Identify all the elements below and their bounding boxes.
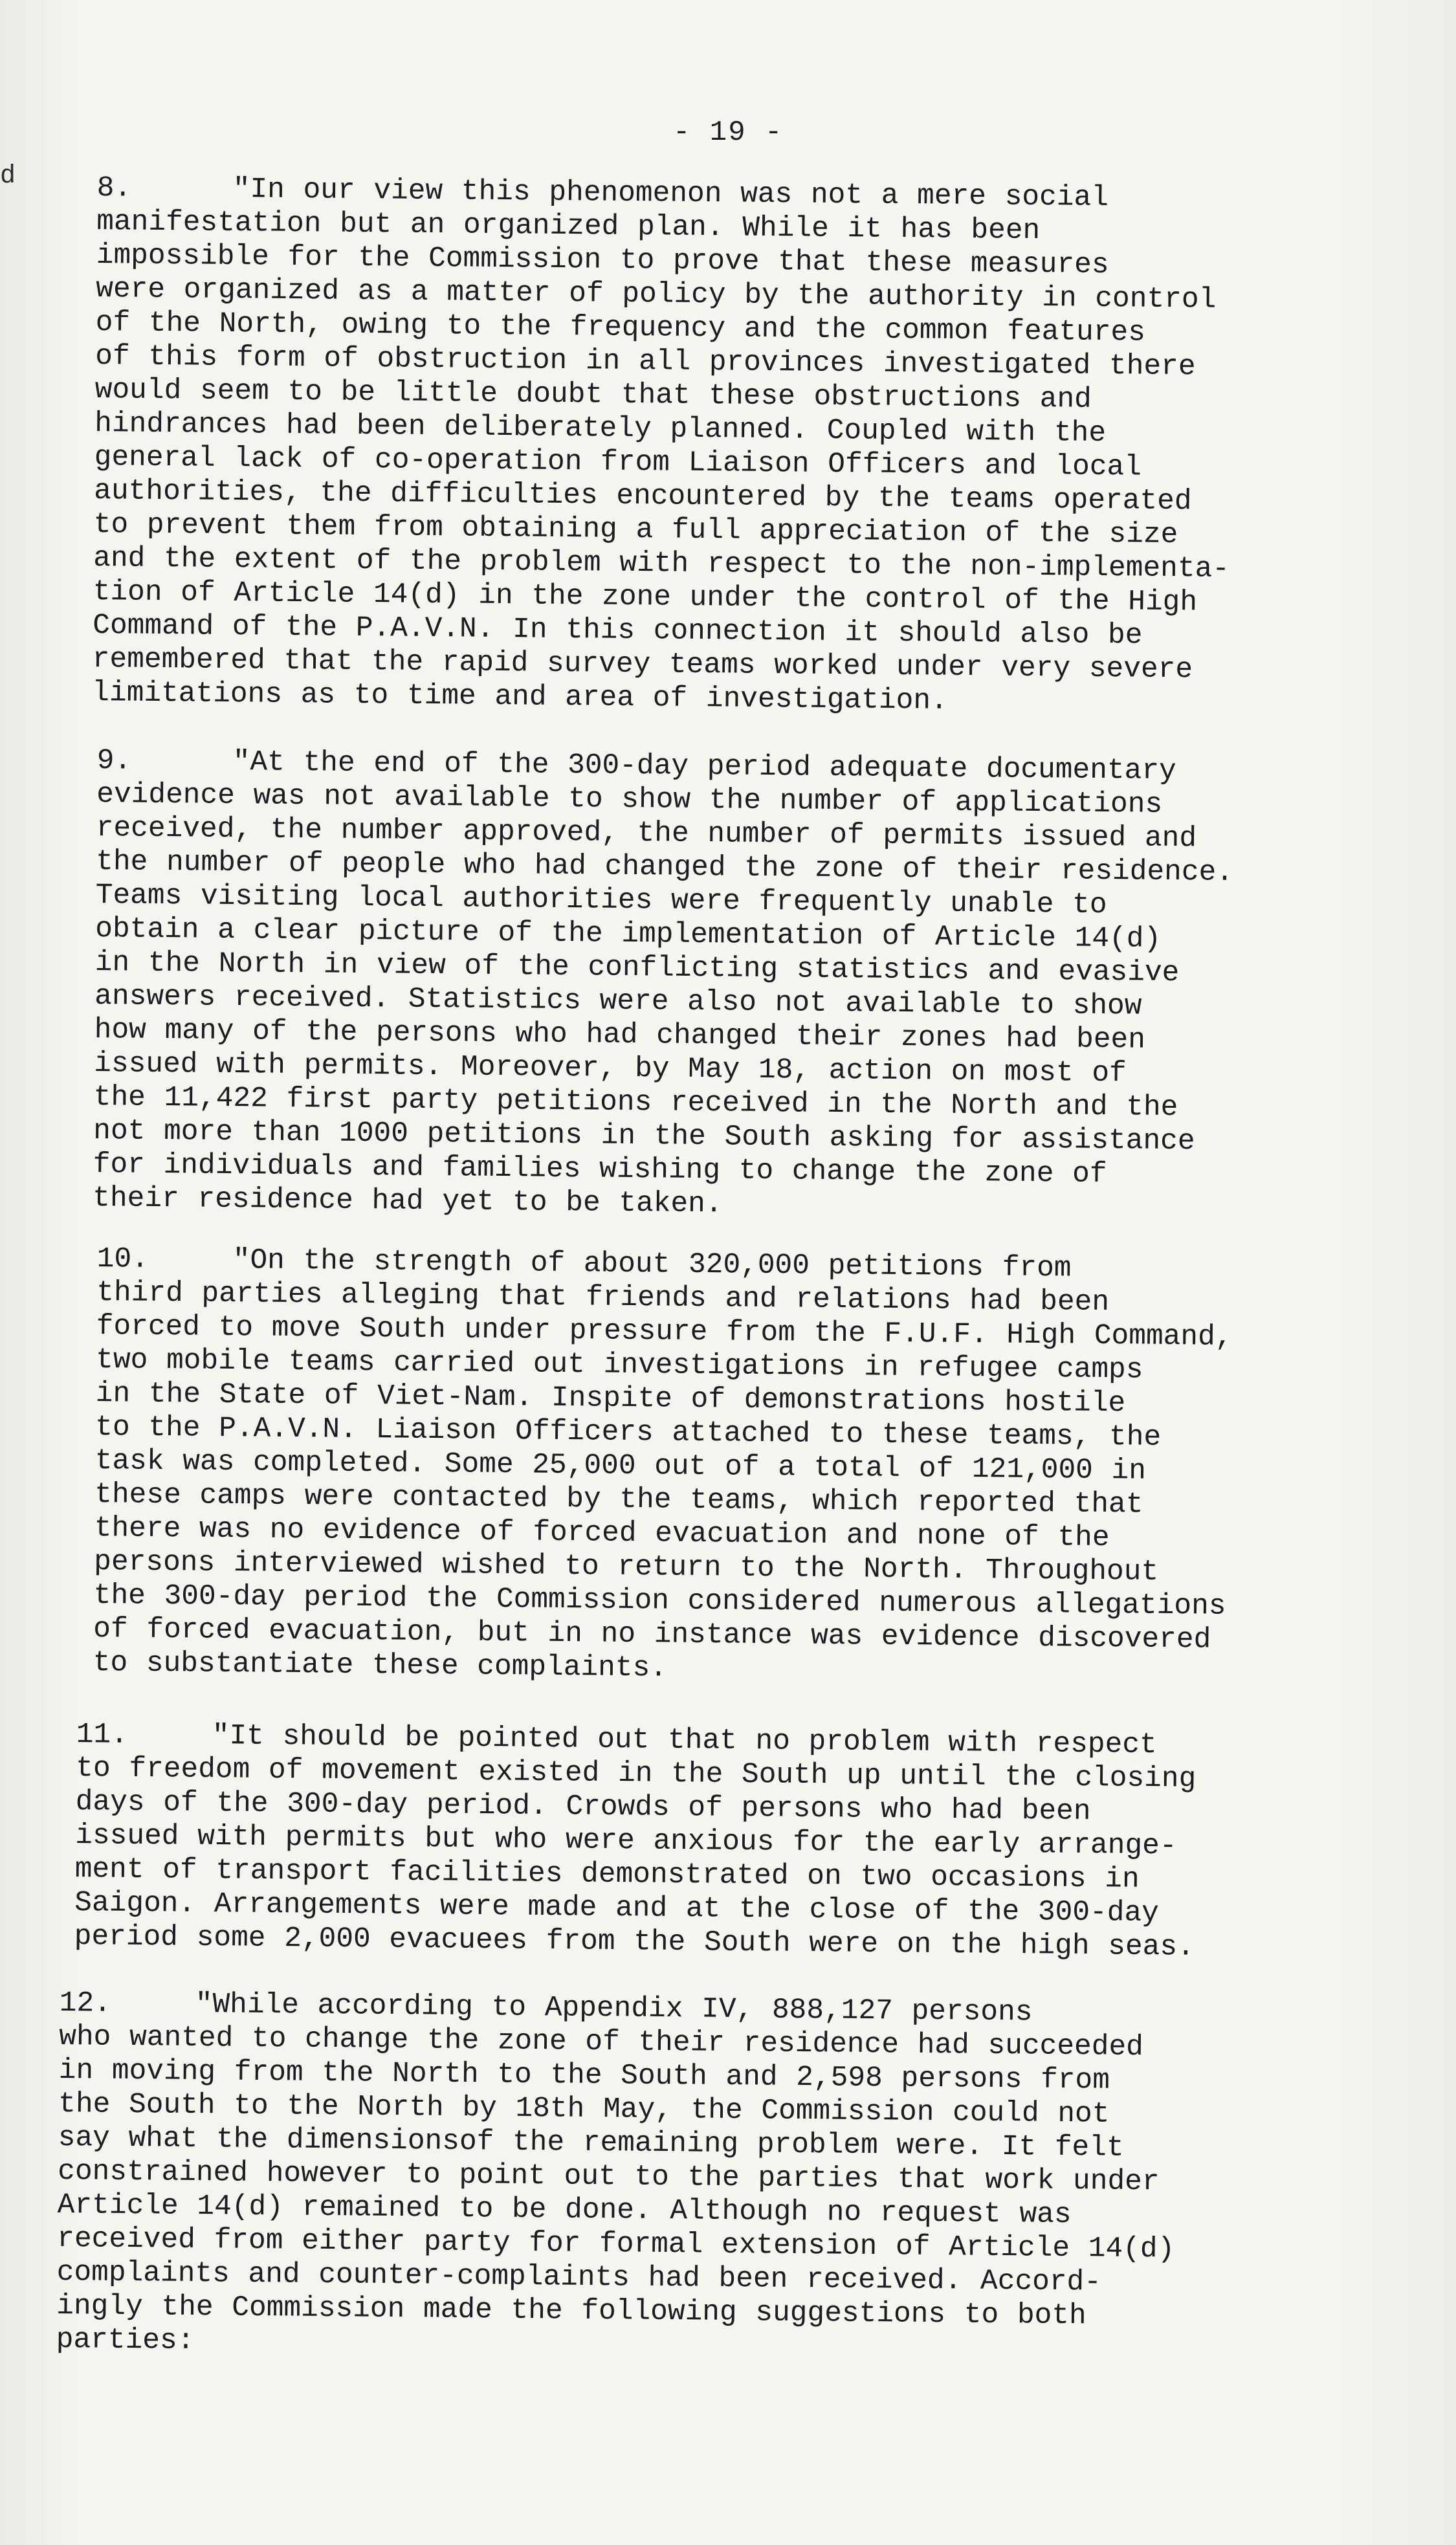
paragraph-line: who wanted to change the zone of their residence had succeeded: [59, 2020, 1144, 2064]
paragraph-line: the number of people who had changed the zone of their residence.: [96, 845, 1234, 889]
paragraph-line: complaints and counter-complaints had been received. Accord-: [56, 2256, 1102, 2299]
paragraph-line: of forced evacuation, but in no instance was evidence discovered: [93, 1613, 1211, 1657]
paragraph-line: of the North, owing to the frequency and the common features: [95, 306, 1146, 349]
paragraph-line: in the North in view of the conflicting statistics and evasive: [94, 946, 1180, 990]
paragraph-line: received, the number approved, the number of permits issued and: [96, 811, 1197, 855]
paragraph-number: 8.: [96, 171, 132, 205]
paragraph-line: remembered that the rapid survey teams worked under very severe: [92, 643, 1193, 687]
paragraph-line: received from either party for formal extension of Article 14(d): [57, 2222, 1175, 2266]
paragraph-line: the 11,422 first party petitions received in the North and the: [93, 1081, 1178, 1125]
paragraph-line: answers received. Statistics were also not available to show: [94, 980, 1142, 1023]
paragraph-line: two mobile teams carried out investigations in refugee camps: [96, 1343, 1143, 1387]
paragraph-line: limitations as to time and area of investigation.: [92, 676, 948, 718]
paragraph-line: evidence was not available to show the number of applications: [96, 778, 1163, 821]
paragraph-line: ingly the Commission made the following suggestions to both: [56, 2289, 1086, 2333]
paragraph-line: issued with permits but who were anxious for the early arrange-: [75, 1819, 1177, 1863]
page-number: - 19 -: [673, 116, 784, 149]
edge-mark: d: [0, 162, 16, 191]
paragraph-line: Article 14(d) remained to be done. Although no request was: [57, 2188, 1072, 2232]
paragraph-line: task was completed. Some 25,000 out of a total of 121,000 in: [94, 1444, 1147, 1488]
paragraph-line: ment of transport facilities demonstrated on two occasions in: [74, 1853, 1140, 1896]
paragraph-number: 10.: [96, 1243, 149, 1276]
paragraph-line: of this form of obstruction in all provinces investigated there: [95, 340, 1196, 384]
paragraph-line: tion of Article 14(d) in the zone under the control of the High: [93, 575, 1198, 619]
paragraph-line: their residence had yet to be taken.: [93, 1182, 723, 1221]
paragraph-line: there was no evidence of forced evacuation and none of the: [94, 1512, 1110, 1555]
paragraph-line: Saigon. Arrangements were made and at the close of the 300-day: [74, 1886, 1160, 1930]
paragraph-line: Teams visiting local authorities were frequently unable to: [95, 879, 1107, 921]
paragraph-line: days of the 300-day period. Crowds of persons who had been: [75, 1785, 1091, 1829]
paragraph-line: persons interviewed wished to return to the North. Throughout: [94, 1545, 1159, 1589]
paragraph-line: period some 2,000 evacuees from the South were on the high seas.: [74, 1920, 1195, 1964]
paragraph-line: were organized as a matter of policy by the authority in control: [96, 272, 1217, 316]
paragraph-line: parties:: [56, 2323, 195, 2358]
paragraph-number: 11.: [76, 1719, 129, 1752]
paragraph-line: these camps were contacted by the teams, which reported that: [94, 1478, 1143, 1521]
paragraph-line: forced to move South under pressure from the F.U.F. High Command,: [96, 1310, 1233, 1354]
paragraph-line: not more than 1000 petitions in the South asking for assistance: [93, 1114, 1195, 1158]
paragraph-line: authorities, the difficulties encountered by the teams operated: [94, 474, 1192, 518]
paragraph-line: the 300-day period the Commission considered numerous allegations: [93, 1579, 1226, 1623]
paragraph-line: to freedom of movement existed in the South up until the closing: [76, 1752, 1197, 1796]
paragraph-line: constrained however to point out to the parties that work under: [58, 2155, 1160, 2199]
paragraph-line: to substantiate these complaints.: [93, 1646, 668, 1685]
paragraph-line: "It should be pointed out that no problem with respect: [212, 1720, 1157, 1762]
paragraph-12: [56, 1987, 1347, 2369]
paragraph-line: in moving from the North to the South and 2,598 persons from: [58, 2054, 1110, 2097]
paragraph-line: in the State of Viet-Nam. Inspite of demonstrations hostile: [95, 1377, 1126, 1420]
paragraph-8: [92, 171, 1385, 722]
paragraph-line: to prevent them from obtaining a full appreciation of the size: [93, 508, 1178, 552]
paragraph-line: manifestation but an organized plan. While it has been: [96, 205, 1041, 247]
paragraph-number: 9.: [96, 745, 132, 778]
paragraph-line: general lack of co-operation from Liaison Officers and local: [94, 441, 1142, 484]
paragraph-line: impossible for the Commission to prove that these measures: [96, 239, 1109, 282]
paragraph-line: how many of the persons who had changed their zones had been: [94, 1013, 1146, 1057]
paragraph-10: [93, 1242, 1385, 1692]
paragraph-line: to the P.A.V.N. Liaison Officers attached to these teams, the: [95, 1411, 1162, 1454]
paragraph-line: "On the strength of about 320,000 petitions from: [232, 1244, 1072, 1285]
paragraph-line: obtain a clear picture of the implementation of Article 14(d): [95, 912, 1162, 956]
paragraph-line: "While according to Appendix IV, 888,127 persons: [195, 1989, 1033, 2029]
paragraph-line: issued with permits. Moreover, by May 18, action on most of: [94, 1047, 1127, 1090]
paragraph-line: "At the end of the 300-day period adequate documentary: [232, 746, 1176, 788]
paragraph-line: would seem to be little doubt that these obstructions and: [94, 373, 1092, 416]
paragraph-11: [74, 1718, 1364, 1966]
paragraph-number: 12.: [59, 1987, 112, 2020]
paragraph-line: Command of the P.A.V.N. In this connection it should also be: [93, 609, 1143, 652]
paragraph-line: the South to the North by 18th May, the Commission could not: [58, 2088, 1110, 2131]
paragraph-line: "In our view this phenomenon was not a mere social: [232, 173, 1109, 215]
paragraph-line: for individuals and families wishing to change the zone of: [93, 1148, 1107, 1191]
paragraph-line: say what the dimensionsof the remaining problem were. It felt: [58, 2121, 1124, 2165]
paragraph-line: hindrances had been deliberately planned. Coupled with the: [94, 407, 1107, 450]
paragraph-line: and the extent of the problem with respect to the non-implementa-: [93, 542, 1230, 586]
paragraph-line: third parties alleging that friends and relations had been: [96, 1276, 1110, 1319]
paragraph-9: [93, 744, 1385, 1228]
